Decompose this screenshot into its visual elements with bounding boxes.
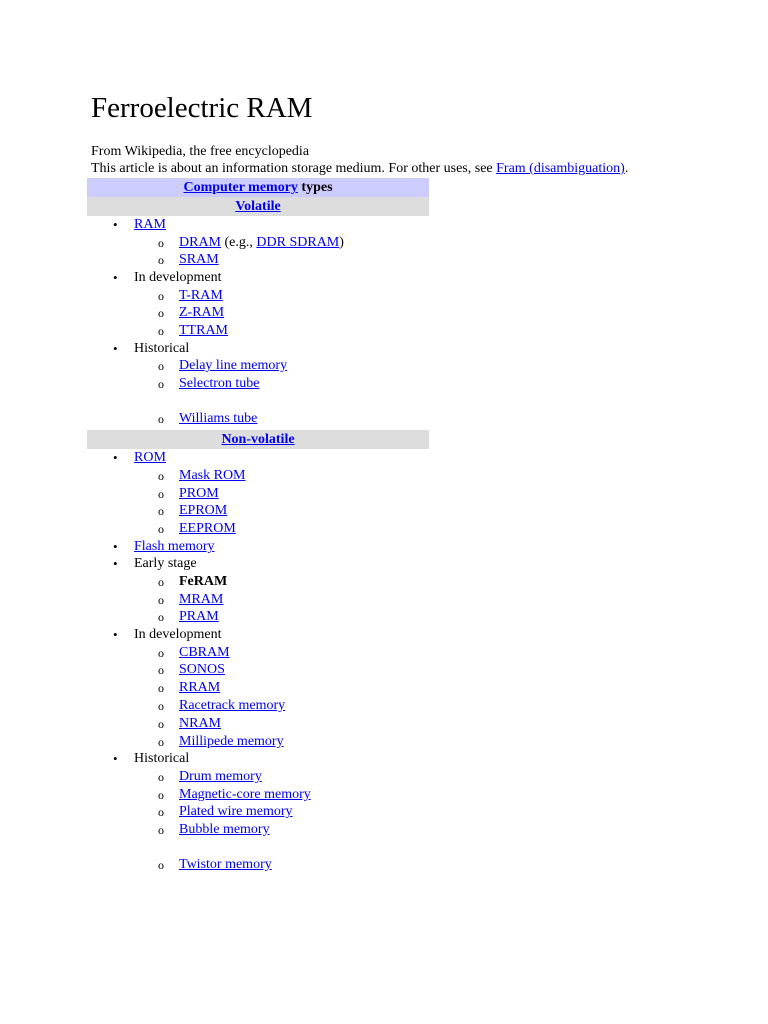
cbram-link[interactable]: CBRAM xyxy=(179,645,230,660)
bullet-disc: • xyxy=(113,341,118,356)
bullet-circle: o xyxy=(158,289,164,303)
bullet-disc: • xyxy=(113,270,118,285)
bullet-circle: o xyxy=(158,324,164,338)
bullet-circle: o xyxy=(158,770,164,784)
dram-eg-open: (e.g., xyxy=(221,235,257,250)
bullet-circle: o xyxy=(158,663,164,677)
bullet-circle: o xyxy=(158,359,164,373)
navbox-title-suffix: types xyxy=(297,180,333,195)
magnetic-core-memory-link[interactable]: Magnetic-core memory xyxy=(179,787,311,802)
delay-line-memory-link[interactable]: Delay line memory xyxy=(179,358,288,373)
nram-link[interactable]: NRAM xyxy=(179,716,222,731)
hatnote-text: This article is about an information storage medium. For other uses, see xyxy=(91,161,497,176)
bullet-circle: o xyxy=(158,610,164,624)
flash-memory-link[interactable]: Flash memory xyxy=(134,539,215,554)
volatile-historical: Historical xyxy=(134,341,190,356)
t-ram-link[interactable]: T-RAM xyxy=(179,288,223,303)
bullet-disc: • xyxy=(113,751,118,766)
dram-item xyxy=(179,234,344,252)
bullet-circle: o xyxy=(158,593,164,607)
ttram-link[interactable]: TTRAM xyxy=(179,323,228,338)
dram-link[interactable]: DRAM xyxy=(179,235,222,250)
bullet-circle: o xyxy=(158,469,164,483)
williams-tube-link[interactable]: Williams tube xyxy=(179,411,258,426)
sram-link[interactable]: SRAM xyxy=(179,252,219,267)
bullet-circle: o xyxy=(158,699,164,713)
bullet-circle: o xyxy=(158,575,164,589)
bullet-disc: • xyxy=(113,627,118,642)
volatile-in-development: In development xyxy=(134,270,222,285)
navbox-title xyxy=(87,178,429,197)
dram-eg-close: ) xyxy=(339,235,344,250)
bullet-circle: o xyxy=(158,858,164,872)
bullet-circle: o xyxy=(158,253,164,267)
mram-link[interactable]: MRAM xyxy=(179,592,224,607)
drum-memory-link[interactable]: Drum memory xyxy=(179,769,262,784)
bullet-circle: o xyxy=(158,717,164,731)
pram-link[interactable]: PRAM xyxy=(179,609,219,624)
bullet-circle: o xyxy=(158,788,164,802)
bullet-circle: o xyxy=(158,236,164,250)
bullet-disc: • xyxy=(113,556,118,571)
prom-link[interactable]: PROM xyxy=(179,486,219,501)
bullet-circle: o xyxy=(158,504,164,518)
rom-link[interactable]: ROM xyxy=(134,450,166,465)
bullet-circle: o xyxy=(158,306,164,320)
bullet-disc: • xyxy=(113,539,118,554)
bubble-memory-link[interactable]: Bubble memory xyxy=(179,822,270,837)
bullet-disc: • xyxy=(113,217,118,232)
computer-memory-link[interactable]: Computer memory xyxy=(183,180,298,195)
ram-link[interactable]: RAM xyxy=(134,217,166,232)
page-title: Ferroelectric RAM xyxy=(91,92,313,124)
bullet-circle: o xyxy=(158,805,164,819)
ddr-sdram-link[interactable]: DDR SDRAM xyxy=(256,235,340,250)
bullet-circle: o xyxy=(158,412,164,426)
plated-wire-memory-link[interactable]: Plated wire memory xyxy=(179,804,293,819)
bullet-circle: o xyxy=(158,487,164,501)
eprom-link[interactable]: EPROM xyxy=(179,503,228,518)
bullet-circle: o xyxy=(158,823,164,837)
racetrack-memory-link[interactable]: Racetrack memory xyxy=(179,698,286,713)
eeprom-link[interactable]: EEPROM xyxy=(179,521,236,536)
hatnote xyxy=(91,160,628,178)
non-volatile-link[interactable]: Non-volatile xyxy=(221,432,295,447)
rram-link[interactable]: RRAM xyxy=(179,680,221,695)
mask-rom-link[interactable]: Mask ROM xyxy=(179,468,246,483)
nonvolatile-in-development: In development xyxy=(134,627,222,642)
millipede-memory-link[interactable]: Millipede memory xyxy=(179,734,284,749)
feram-current: FeRAM xyxy=(179,574,228,589)
selectron-tube-link[interactable]: Selectron tube xyxy=(179,376,260,391)
bullet-circle: o xyxy=(158,646,164,660)
bullet-circle: o xyxy=(158,681,164,695)
non-volatile-header xyxy=(87,430,429,449)
hatnote-end: . xyxy=(624,161,629,176)
volatile-link[interactable]: Volatile xyxy=(235,199,281,214)
from-line: From Wikipedia, the free encyclopedia xyxy=(91,144,310,159)
z-ram-link[interactable]: Z-RAM xyxy=(179,305,225,320)
twistor-memory-link[interactable]: Twistor memory xyxy=(179,857,272,872)
bullet-circle: o xyxy=(158,735,164,749)
sonos-link[interactable]: SONOS xyxy=(179,662,225,677)
bullet-disc: • xyxy=(113,450,118,465)
early-stage-label: Early stage xyxy=(134,556,197,571)
bullet-circle: o xyxy=(158,377,164,391)
volatile-header xyxy=(87,197,429,216)
fram-disambiguation-link[interactable]: Fram (disambiguation) xyxy=(496,161,625,176)
bullet-circle: o xyxy=(158,522,164,536)
nonvolatile-historical: Historical xyxy=(134,751,190,766)
